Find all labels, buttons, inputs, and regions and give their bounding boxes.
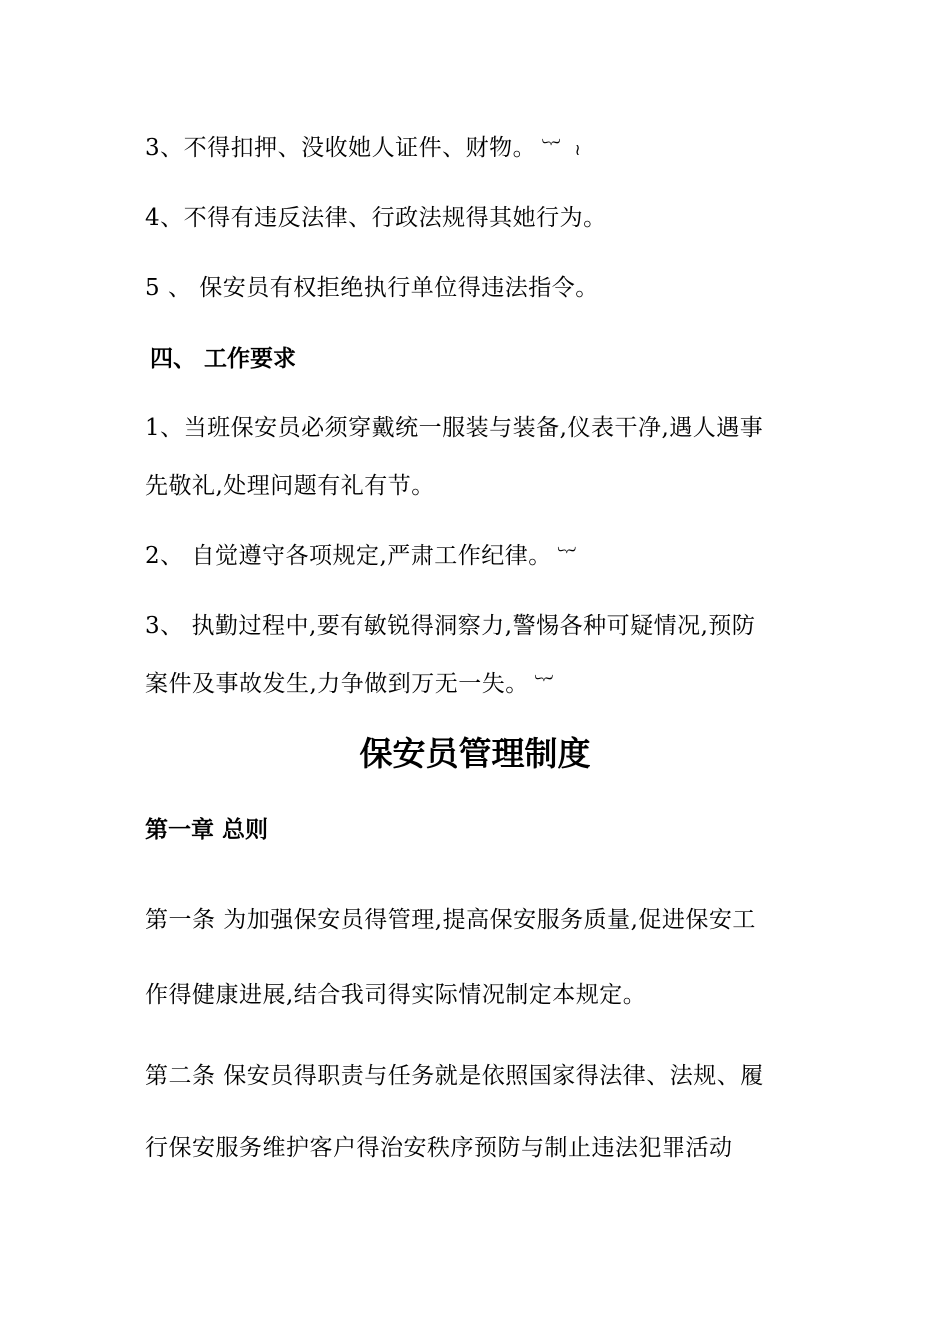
article-1-line-2: 作得健康进展,结合我司得实际情况制定本规定。	[145, 982, 647, 1008]
article-1-line-1: 第一条 为加强保安员得管理,提高保安服务质量,促进保安工	[145, 907, 756, 933]
prohibition-item-5: 5 、 保安员有权拒绝执行单位得违法指令。	[145, 275, 599, 301]
brace-mark: ︸	[542, 139, 561, 160]
chapter-heading-general-provisions: 第一章 总则	[145, 817, 269, 843]
prohibition-item-4: 4、不得有违反法律、行政法规得其她行为。	[145, 205, 607, 231]
requirement-item-1-line-2: 先敬礼,处理问题有礼有节。	[145, 473, 435, 499]
requirement-item-3-line-2-text: 案件及事故发生,力争做到万无一失。	[145, 671, 529, 697]
brace-mark: ︸	[534, 675, 554, 696]
article-2-line-2: 行保安服务维护客户得治安秩序预防与制止违法犯罪活动	[145, 1135, 733, 1161]
requirement-item-3-line-1: 3、 执勤过程中,要有敏锐得洞察力,警惕各种可疑情况,预防	[145, 613, 756, 639]
brace-mark: ︸	[557, 547, 577, 568]
requirement-item-1-line-1: 1、当班保安员必须穿戴统一服装与装备,仪表干净,遇人遇事	[145, 415, 764, 441]
requirement-item-2-text: 2、 自觉遵守各项规定,严肃工作纪律。	[145, 543, 552, 569]
document-title: 保安员管理制度	[359, 734, 591, 773]
article-2-line-1: 第二条 保安员得职责与任务就是依照国家得法律、法规、履	[145, 1063, 764, 1089]
section-heading-work-requirements: 四、 工作要求	[150, 346, 297, 372]
requirement-item-3-line-2	[145, 669, 553, 701]
tilde-mark: ≀	[574, 140, 582, 159]
requirement-item-2	[145, 541, 576, 573]
prohibition-item-3	[145, 133, 581, 165]
prohibition-item-3-text: 3、不得扣押、没收她人证件、财物。	[145, 135, 537, 161]
